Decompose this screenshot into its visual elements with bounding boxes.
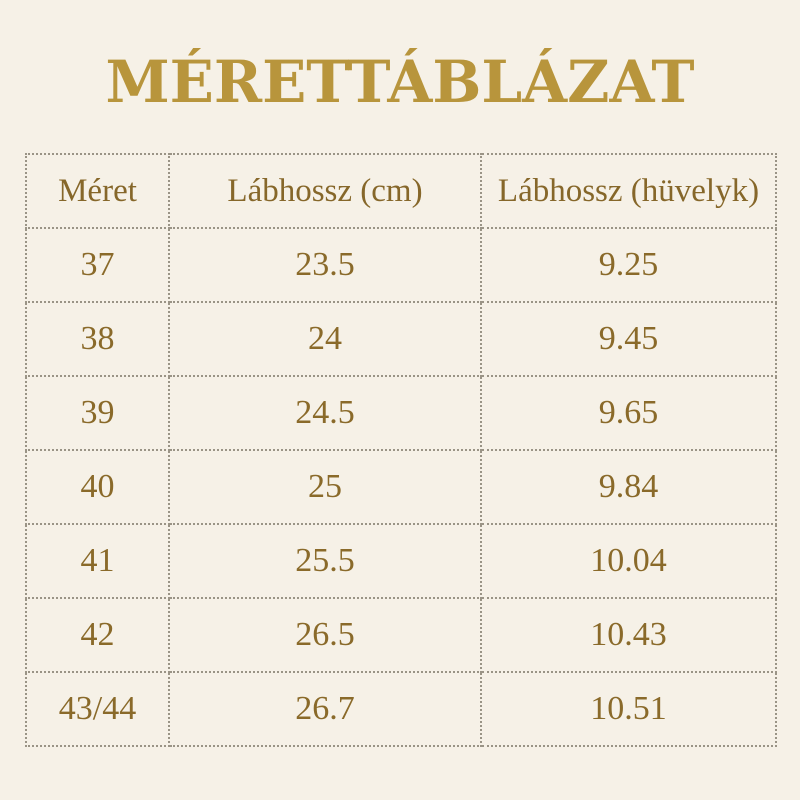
cell-foot-length-cm: 25.5: [169, 524, 481, 598]
cell-size: 38: [26, 302, 169, 376]
table-row: [26, 598, 776, 672]
table-row: [26, 302, 776, 376]
cell-size: 41: [26, 524, 169, 598]
cell-size: 43/44: [26, 672, 169, 746]
cell-foot-length-cm: 26.7: [169, 672, 481, 746]
cell-foot-length-inch: 10.43: [481, 598, 776, 672]
cell-foot-length-cm: 23.5: [169, 228, 481, 302]
cell-foot-length-cm: 24: [169, 302, 481, 376]
cell-size: 40: [26, 450, 169, 524]
cell-size: 39: [26, 376, 169, 450]
table-row: [26, 524, 776, 598]
table-row: [26, 450, 776, 524]
cell-foot-length-inch: 10.04: [481, 524, 776, 598]
size-table: [25, 153, 777, 747]
cell-foot-length-cm: 24.5: [169, 376, 481, 450]
cell-foot-length-inch: 9.25: [481, 228, 776, 302]
table-row: [26, 672, 776, 746]
table-header-row: [26, 154, 776, 228]
page-title: MÉRETTÁBLÁZAT: [105, 48, 695, 116]
header-foot-length-inch: Lábhossz (hüvelyk): [481, 154, 776, 228]
cell-foot-length-inch: 9.45: [481, 302, 776, 376]
cell-foot-length-inch: 10.51: [481, 672, 776, 746]
cell-foot-length-inch: 9.84: [481, 450, 776, 524]
cell-foot-length-cm: 25: [169, 450, 481, 524]
cell-size: 42: [26, 598, 169, 672]
header-size: Méret: [26, 154, 169, 228]
table-row: [26, 376, 776, 450]
cell-foot-length-cm: 26.5: [169, 598, 481, 672]
table-row: [26, 228, 776, 302]
cell-size: 37: [26, 228, 169, 302]
cell-foot-length-inch: 9.65: [481, 376, 776, 450]
header-foot-length-cm: Lábhossz (cm): [169, 154, 481, 228]
